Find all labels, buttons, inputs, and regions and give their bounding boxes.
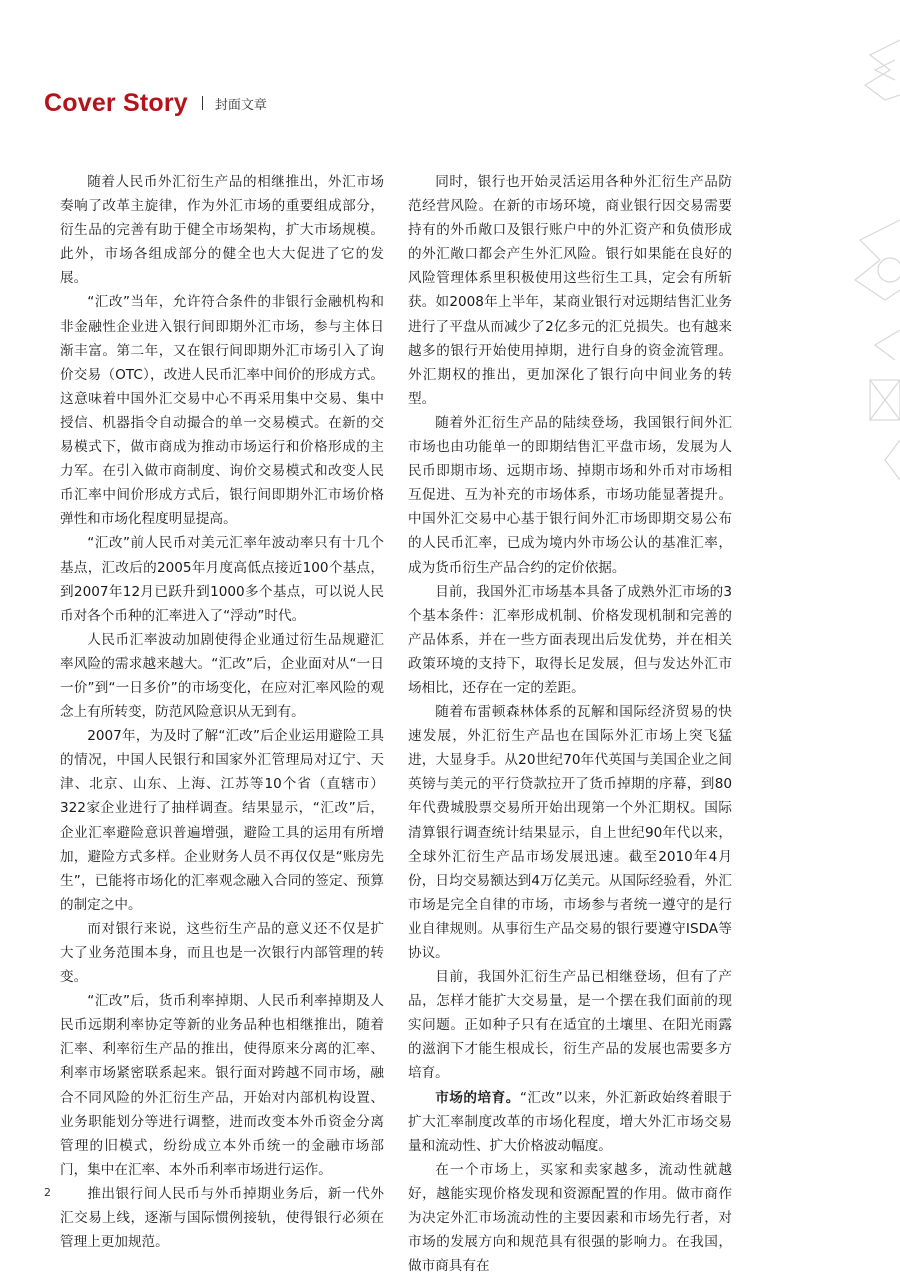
decorative-ornament: [830, 0, 900, 600]
paragraph: 随着布雷顿森林体系的瓦解和国际经济贸易的快速发展，外汇衍生产品也在国际外汇市场上突飞猛进，大显身手。从20世纪70年代英国与美国企业之间英镑与美元的平行贷款拉开了货币掉期的序幕，到80年代费城股票交易所开始出现第一个外汇期权。国际清算银行调查统计结果显示，自上世纪90年代以来，全球外汇衍生产品市场发展迅速。截至2010年4月份，日均交易额达到4万亿美元。从国际经验看，外汇市场是完全自律的市场，市场参与者统一遵守的是行业自律规则。从事衍生产品交易的银行要遵守ISDA等协议。: [408, 704, 732, 961]
paragraph: 同时，银行也开始灵活运用各种外汇衍生产品防范经营风险。在新的市场环境，商业银行因交易需要持有的外币敞口及银行账户中的外汇资产和负债形成的外汇敞口都会产生外汇风险。银行如果能在良好的风险管理体系里积极使用这些衍生工具，定会有所斩获。如2008年上半年，某商业银行对远期结售汇业务进行了平盘从而减少了2亿多元的汇兑损失。也有越来越多的银行开始使用掉期，进行自身的资金流管理。外汇期权的推出，更加深化了银行向中间业务的转型。: [408, 174, 732, 407]
section-subtitle: 封面文章: [214, 97, 267, 113]
section-title: Cover Story: [44, 88, 188, 117]
paragraph: 在一个市场上，买家和卖家越多，流动性就越好，越能实现价格发现和资源配置的作用。做市商作为决定外汇市场流动性的主要因素和市场先行者，对市场的发展方向和规范具有很强的影响力。在我国，做市商具有在: [408, 1161, 732, 1275]
paragraph: “汇改”前人民币对美元汇率年波动率只有十几个基点，汇改后的2005年月度高低点接近100个基点，到2007年12月已跃升到1000多个基点，可以说人民币对各个币种的汇率进入了“浮动”时代。: [60, 535, 384, 624]
paragraph: 随着外汇衍生产品的陆续登场，我国银行间外汇市场也由功能单一的即期结售汇平盘市场，发展为人民币即期市场、远期市场、掉期市场和外币对市场相互促进、互为补充的市场体系，市场功能显著提升。中国外汇交易中心基于银行间外汇市场即期交易公布的人民币汇率，已成为境内外市场公认的基准汇率，成为货币衍生产品合约的定价依据。: [408, 414, 732, 576]
paragraph: “汇改”当年，允许符合条件的非银行金融机构和非金融性企业进入银行间即期外汇市场，参与主体日渐丰富。第二年，又在银行间即期外汇市场引入了询价交易（OTC），改进人民币汇率中间价的形成方式。这意味着中国外汇交易中心不再采用集中交易、集中授信、机器指令自动撮合的单一交易模式。在新的交易模式下，做市商成为推动市场运行和价格形成的主力军。在引入做市商制度、询价交易模式和改变人民币汇率中间价形成方式后，银行间即期外汇市场价格弹性和市场化程度明显提高。: [60, 294, 384, 528]
paragraph: 随着人民币外汇衍生产品的相继推出，外汇市场奏响了改革主旋律，作为外汇市场的重要组成部分，衍生品的完善有助于健全市场架构，扩大市场规模。此外，市场各组成部分的健全也大大促进了它的发展。: [60, 174, 384, 287]
paragraph: 目前，我国外汇衍生产品已相继登场，但有了产品，怎样才能扩大交易量，是一个摆在我们面前的现实问题。正如种子只有在适宜的土壤里、在阳光雨露的滋润下才能生根成长，衍生产品的发展也需要多方培育。: [408, 969, 732, 1082]
page-number: 2: [44, 1186, 51, 1199]
paragraph-lead: 市场的培育。: [435, 1089, 520, 1106]
text-column-right: [408, 170, 732, 1278]
paragraph: 而对银行来说，这些衍生产品的意义还不仅是扩大了业务范围本身，而且也是一次银行内部管理的转变。: [60, 920, 384, 986]
paragraph: 2007年，为及时了解“汇改”后企业运用避险工具的情况，中国人民银行和国家外汇管理局对辽宁、天津、北京、山东、上海、江苏等10个省（直辖市）322家企业进行了抽样调查。结果显示，“汇改”后，企业汇率避险意识普遍增强，避险工具的运用有所增加，避险方式多样。企业财务人员不再仅仅是“账房先生”，已能将市场化的汇率观念融入合同的签定、预算的制定之中。: [60, 728, 384, 913]
paragraph: “汇改”后，货币利率掉期、人民币利率掉期及人民币远期利率协定等新的业务品种也相继推出，随着汇率、利率衍生产品的推出，使得原来分离的汇率、利率市场紧密联系起来。银行面对跨越不同市场，融合不同风险的外汇衍生产品，开始对内部机构设置、业务职能划分等进行调整，进而改变本外币资金分离管理的旧模式，纷纷成立本外币统一的金融市场部门，集中在汇率、本外币利率市场进行运作。: [60, 993, 384, 1178]
text-column-left: [60, 170, 384, 1254]
paragraph: 目前，我国外汇市场基本具备了成熟外汇市场的3个基本条件：汇率形成机制、价格发现机制和完善的产品体系，并在一些方面表现出后发优势，并在相关政策环境的支持下，取得长足发展，但与发达外汇市场相比，还存在一定的差距。: [408, 583, 732, 696]
paragraph-text: “汇改”以来，外汇新政始终着眼于扩大汇率制度改革的市场化程度，增大外汇市场交易量和流动性、扩大价格波动幅度。: [408, 1089, 733, 1154]
paragraph: 推出银行间人民币与外币掉期业务后，新一代外汇交易上线，逐渐与国际惯例接轨，使得银行必须在管理上更加规范。: [60, 1185, 384, 1251]
section-header: [44, 88, 267, 118]
title-divider: [202, 96, 203, 110]
paragraph: 人民币汇率波动加剧使得企业通过衍生品规避汇率风险的需求越来越大。“汇改”后，企业面对从“一日一价”到“一日多价”的市场变化，在应对汇率风险的观念上有所转变，防范风险意识从无到有。: [60, 631, 384, 721]
paragraph-with-lead: [408, 1086, 732, 1158]
